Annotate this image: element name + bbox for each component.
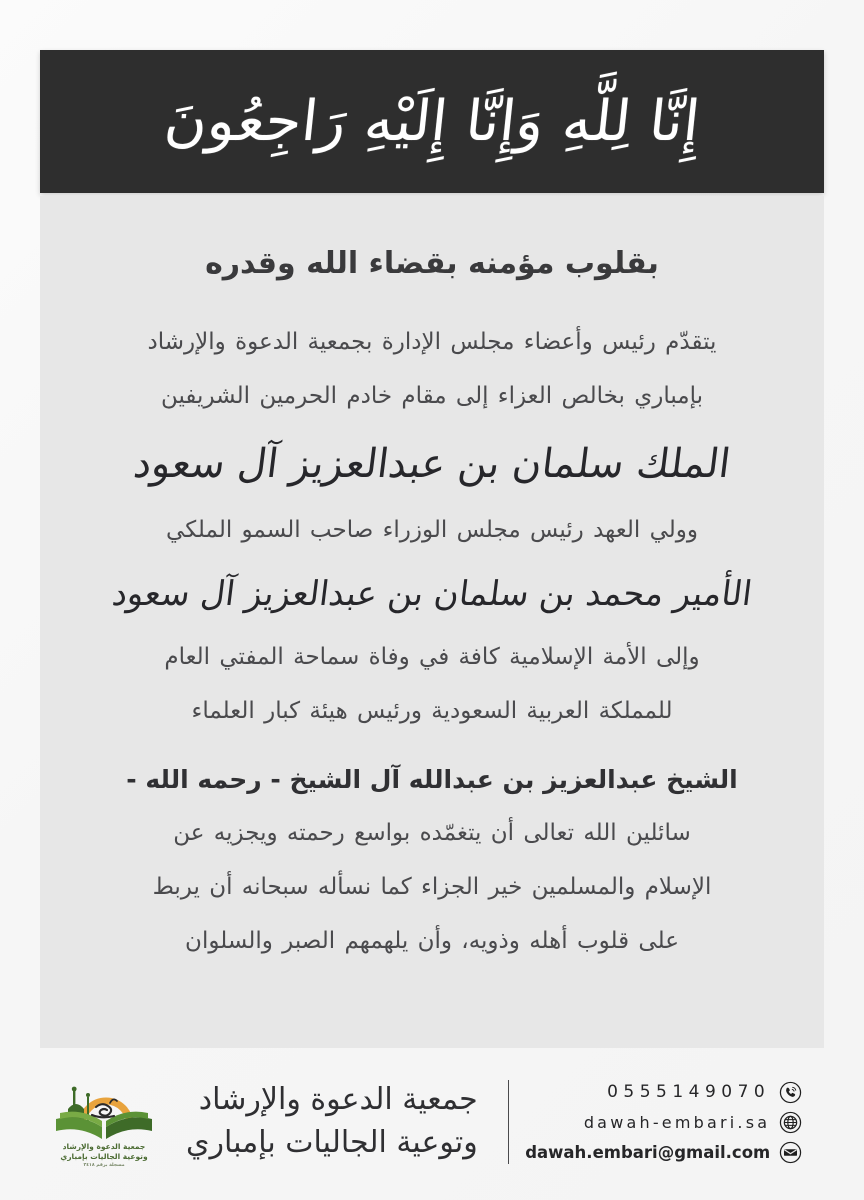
dua-paragraph-line-2: الإسلام والمسلمين خير الجزاء كما نسأله سبحانه أن يربط: [152, 873, 712, 900]
dua-paragraph-line-3: على قلوب أهله وذويه، وأن يلهمهم الصبر والسلوان: [185, 927, 679, 954]
organization-title-line-2: وتوعية الجاليات بإمباري: [186, 1125, 478, 1160]
logo-caption-line-1: جمعية الدعوة والإرشاد: [62, 1141, 146, 1151]
contact-row-email[interactable]: [525, 1141, 802, 1164]
ummah-paragraph-line-2: للمملكة العربية السعودية ورئيس هيئة كبار العلماء: [191, 697, 673, 724]
logo-mark-icon: [52, 1075, 156, 1141]
crown-prince-name-calligraphy: الأمير محمد بن سلمان بن عبدالعزيز آل سعود: [109, 573, 755, 614]
condolence-paragraph-line-1: يتقدّم رئيس وأعضاء مجلس الإدارة بجمعية الدعوة والإرشاد: [147, 328, 717, 355]
logo-caption: [60, 1142, 147, 1169]
content-card: [40, 196, 824, 1048]
footer-bar: [40, 1062, 824, 1182]
banner-header: [40, 50, 824, 193]
organization-logo: [46, 1066, 162, 1178]
footer-divider: [508, 1080, 510, 1164]
email-text: dawah.embari@gmail.com: [525, 1142, 771, 1162]
ummah-paragraph-line-1: وإلى الأمة الإسلامية كافة في وفاة سماحة المفتي العام: [164, 643, 700, 670]
king-name-calligraphy: الملك سلمان بن عبدالعزيز آل سعود: [131, 440, 733, 487]
condolence-paragraph-line-2: بإمباري بخالص العزاء إلى مقام خادم الحرمين الشريفين: [160, 382, 704, 409]
organization-title-line-1: جمعية الدعوة والإرشاد: [198, 1082, 478, 1118]
website-text: dawah-embari.sa: [583, 1112, 771, 1132]
crown-prince-intro-line: وولي العهد رئيس مجلس الوزراء صاحب السمو الملكي: [166, 516, 698, 543]
headline-text: بقلوب مؤمنه بقضاء الله وقدره: [205, 246, 659, 281]
logo-registration-text: مسجلة برقم ٣٤١٨: [83, 1163, 125, 1169]
phone-icon: [779, 1081, 802, 1104]
phone-number-text: 0555149070: [607, 1082, 771, 1102]
dua-paragraph-line-1: سائلين الله تعالى أن يتغمّده بواسع رحمته ويجزيه عن: [173, 819, 691, 846]
globe-icon: [779, 1111, 802, 1134]
logo-caption-line-2: وتوعية الجاليات بإمباري: [60, 1151, 148, 1161]
contact-row-website[interactable]: [525, 1111, 802, 1134]
deceased-name-line: الشيخ عبدالعزيز بن عبدالله آل الشيخ - رحمه الله -: [126, 764, 738, 794]
envelope-icon: [779, 1141, 802, 1164]
istirja-calligraphy: إِنَّا لِلَّهِ وَإِنَّا إِلَيْهِ رَاجِعُونَ: [161, 88, 703, 154]
organization-title: [186, 1079, 478, 1164]
contact-list: [525, 1081, 802, 1164]
contact-row-phone[interactable]: [525, 1081, 802, 1104]
